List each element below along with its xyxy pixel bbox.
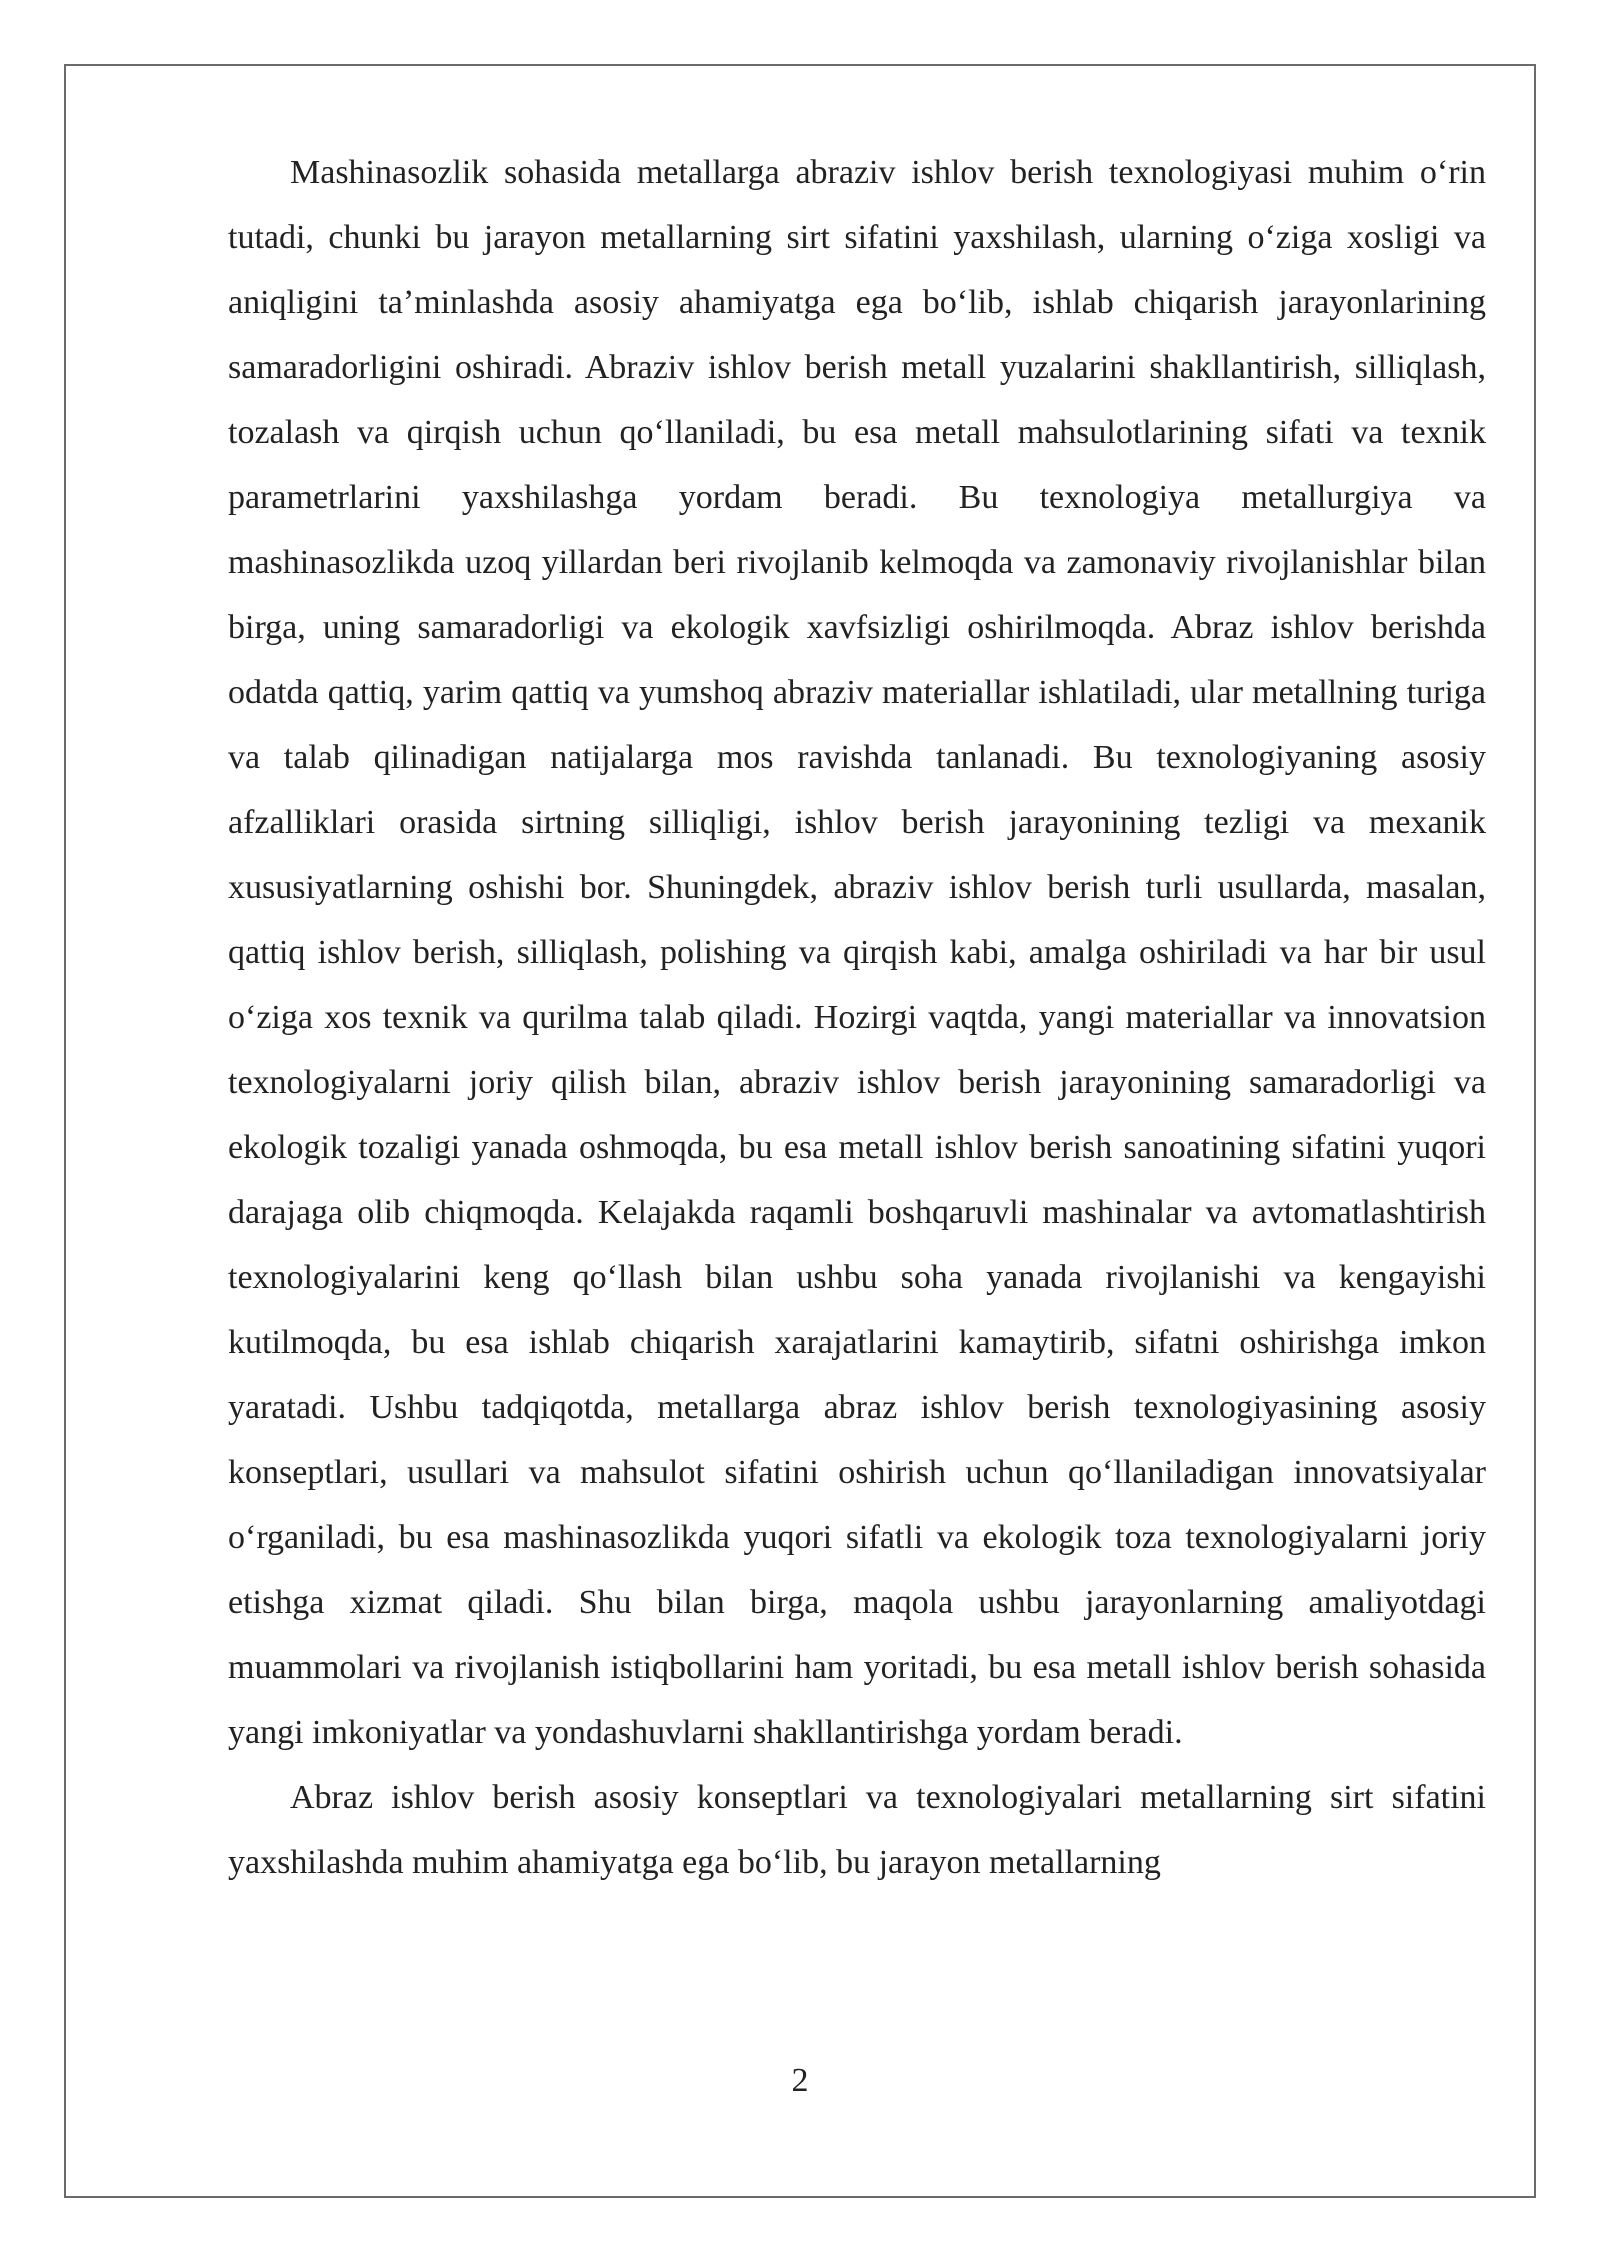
page-number: 2 bbox=[791, 2062, 809, 2099]
paragraph: Mashinasozlik sohasida metallarga abraziv ishlov berish texnologiyasi muhim oʻrin tutadi, chunki bu jarayon metallarning sirt sifatini yaxshilash, ularning oʻziga xosligi va aniqligini taʼminlashda asosiy ahamiyatga ega boʻlib, ishlab chiqarish jarayonlarining samaradorligini oshiradi. Abraziv ishlov berish metall yuzalarini shakllantirish, silliqlash, tozalash va qirqish uchun qoʻllaniladi, bu esa metall mahsulotlarining sifati va texnik parametrlarini yaxshilashga yordam beradi. Bu texnologiya metallurgiya va mashinasozlikda uzoq yillardan beri rivojlanib kelmoqda va zamonaviy rivojlanishlar bilan birga, uning samaradorligi va ekologik xavfsizligi oshirilmoqda. Abraz ishlov berishda odatda qattiq, yarim qattiq va yumshoq abraziv materiallar ishlatiladi, ular metallning turiga va talab qilinadigan natijalarga mos ravishda tanlanadi. Bu texnologiyaning asosiy afzalliklari orasida sirtning silliqligi, ishlov berish jarayonining tezligi va mexanik xususiyatlarning oshishi bor. Shuningdek, abraziv ishlov berish turli usullarda, masalan, qattiq ishlov berish, silliqlash, polishing va qirqish kabi, amalga oshiriladi va har bir usul oʻziga xos texnik va qurilma talab qiladi. Hozirgi vaqtda, yangi materiallar va innovatsion texnologiyalarni joriy qilish bilan, abraziv ishlov berish jarayonining samaradorligi va ekologik tozaligi yanada oshmoqda, bu esa metall ishlov berish sanoatining sifatini yuqori darajaga olib chiqmoqda. Kelajakda raqamli boshqaruvli mashinalar va avtomatlashtirish texnologiyalarini keng qoʻllash bilan ushbu soha yanada rivojlanishi va kengayishi kutilmoqda, bu esa ishlab chiqarish xarajatlarini kamaytirib, sifatni oshirishga imkon yaratadi. Ushbu tadqiqotda, metallarga abraz ishlov berish texnologiyasining asosiy konseptlari, usullari va mahsulot sifatini oshirish uchun qoʻllaniladigan innovatsiyalar oʻrganiladi, bu esa mashinasozlikda yuqori sifatli va ekologik toza texnologiyalarni joriy etishga xizmat qiladi. Shu bilan birga, maqola ushbu jarayonlarning amaliyotdagi muammolari va rivojlanish istiqbollarini ham yoritadi, bu esa metall ishlov berish sohasida yangi imkoniyatlar va yondashuvlarni shakllantirishga yordam beradi. bbox=[228, 154, 1486, 1751]
body-text bbox=[228, 140, 1486, 1895]
paragraph: Abraz ishlov berish asosiy konseptlari va texnologiyalari metallarning sirt sifatini yaxshilashda muhim ahamiyatga ega boʻlib, bu jarayon metallarning bbox=[228, 1779, 1486, 1881]
